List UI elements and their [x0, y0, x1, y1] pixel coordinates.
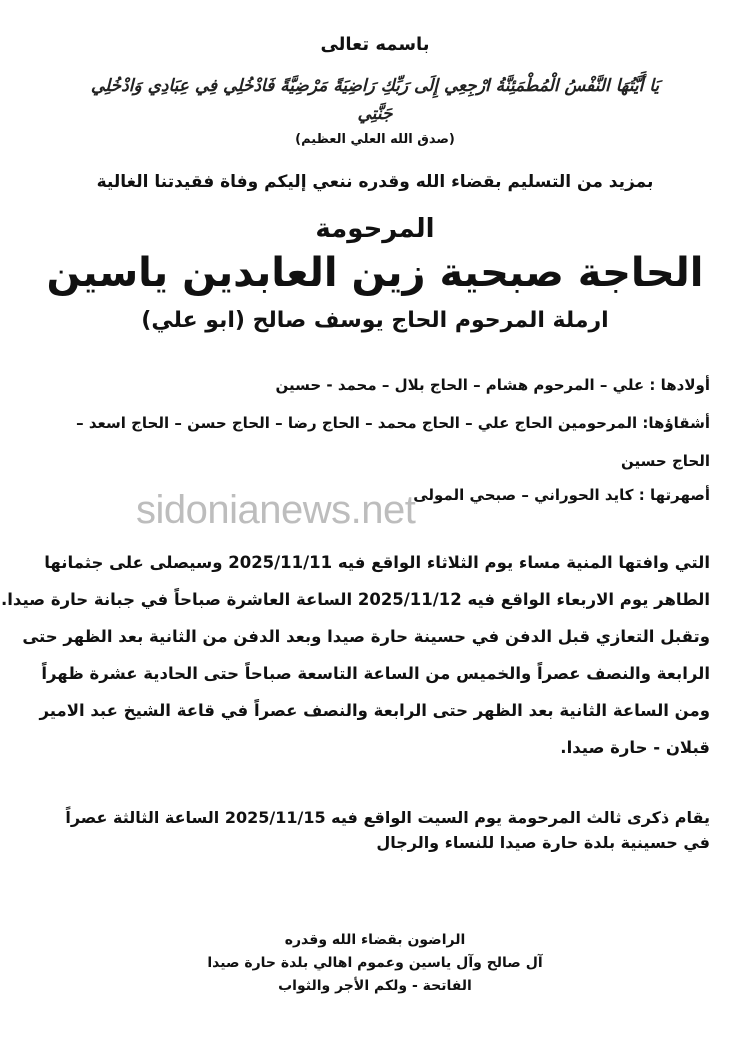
closing-line-2: آل صالح وآل ياسين وعموم اهالي بلدة حارة صيدا [207, 955, 543, 971]
deceased-relation: ارملة المرحوم الحاج يوسف صالح (ابو علي) [141, 308, 609, 333]
details-line-2: الطاهر يوم الاربعاء الواقع فيه 2025/11/12 الساعة العاشرة صباحاً في جبانة حارة صيدا. [0, 590, 710, 609]
bismillah-heading: باسمه تعالى [320, 34, 430, 55]
details-line-5: ومن الساعة الثانية بعد الظهر حتى الرابعة والنصف عصراً في قاعة الشيخ عبد الامير [39, 701, 710, 720]
third-day-line-1: يقام ذكرى ثالث المرحومة يوم السيت الواقع فيه 2025/11/15 الساعة الثالثة عصراً [65, 808, 710, 827]
details-line-3: وتقبل التعازي قبل الدفن في حسينة حارة صيدا وبعد الدفن من الثانية بعد الظهر حتى [22, 627, 710, 646]
details-line-4: الرابعة والنصف عصراً والخميس من الساعة التاسعة صباحاً حتى الحادية عشرة ظهراً [41, 664, 710, 683]
deceased-label: المرحومة [315, 214, 435, 244]
sadaq-text: (صدق الله العلي العظيم) [295, 132, 455, 147]
brothers-list-line-2: الحاج حسين [621, 452, 710, 470]
third-day-line-2: في حسينية بلدة حارة صيدا للنساء والرجال [376, 833, 710, 852]
quran-verse-line-1: يَا أَيَّتُهَا النَّفْسُ الْمُطْمَئِنَّةُ ارْجِعِي إِلَى رَبِّكِ رَاضِيَةً مَرْضِيَّةً فَادْخُلِي فِي عِبَادِي وَادْخُلِي [90, 76, 660, 96]
closing-line-1: الراضون بقضاء الله وقدره [284, 932, 466, 948]
brothers-list-line-1: أشقاؤها: المرحومين الحاج علي – الحاج محمد – الحاج رضا – الحاج حسن – الحاج اسعد – [76, 414, 710, 432]
watermark-text: sidonianews.net [136, 488, 416, 532]
deceased-name: الحاجة صبحية زين العابدين ياسين [46, 250, 704, 296]
quran-verse-line-2: جَنَّتِي [357, 104, 393, 124]
closing-line-3: الفاتحة - ولكم الأجر والثواب [278, 978, 472, 994]
children-list: أولادها : علي – المرحوم هشام – الحاج بلال – محمد - حسين [275, 376, 710, 394]
details-line-6: قبلان - حارة صيدا. [560, 738, 710, 757]
in-laws-list: أصهرتها : كايد الحوراني – صبحي المولى [413, 486, 710, 504]
details-line-1: التي وافتها المنية مساء يوم الثلاثاء الواقع فيه 2025/11/11 وسيصلى على جثمانها [44, 553, 710, 572]
death-announcement: بمزيد من التسليم بقضاء الله وقدره ننعي إليكم وفاة فقيدتنا الغالية [96, 172, 654, 192]
